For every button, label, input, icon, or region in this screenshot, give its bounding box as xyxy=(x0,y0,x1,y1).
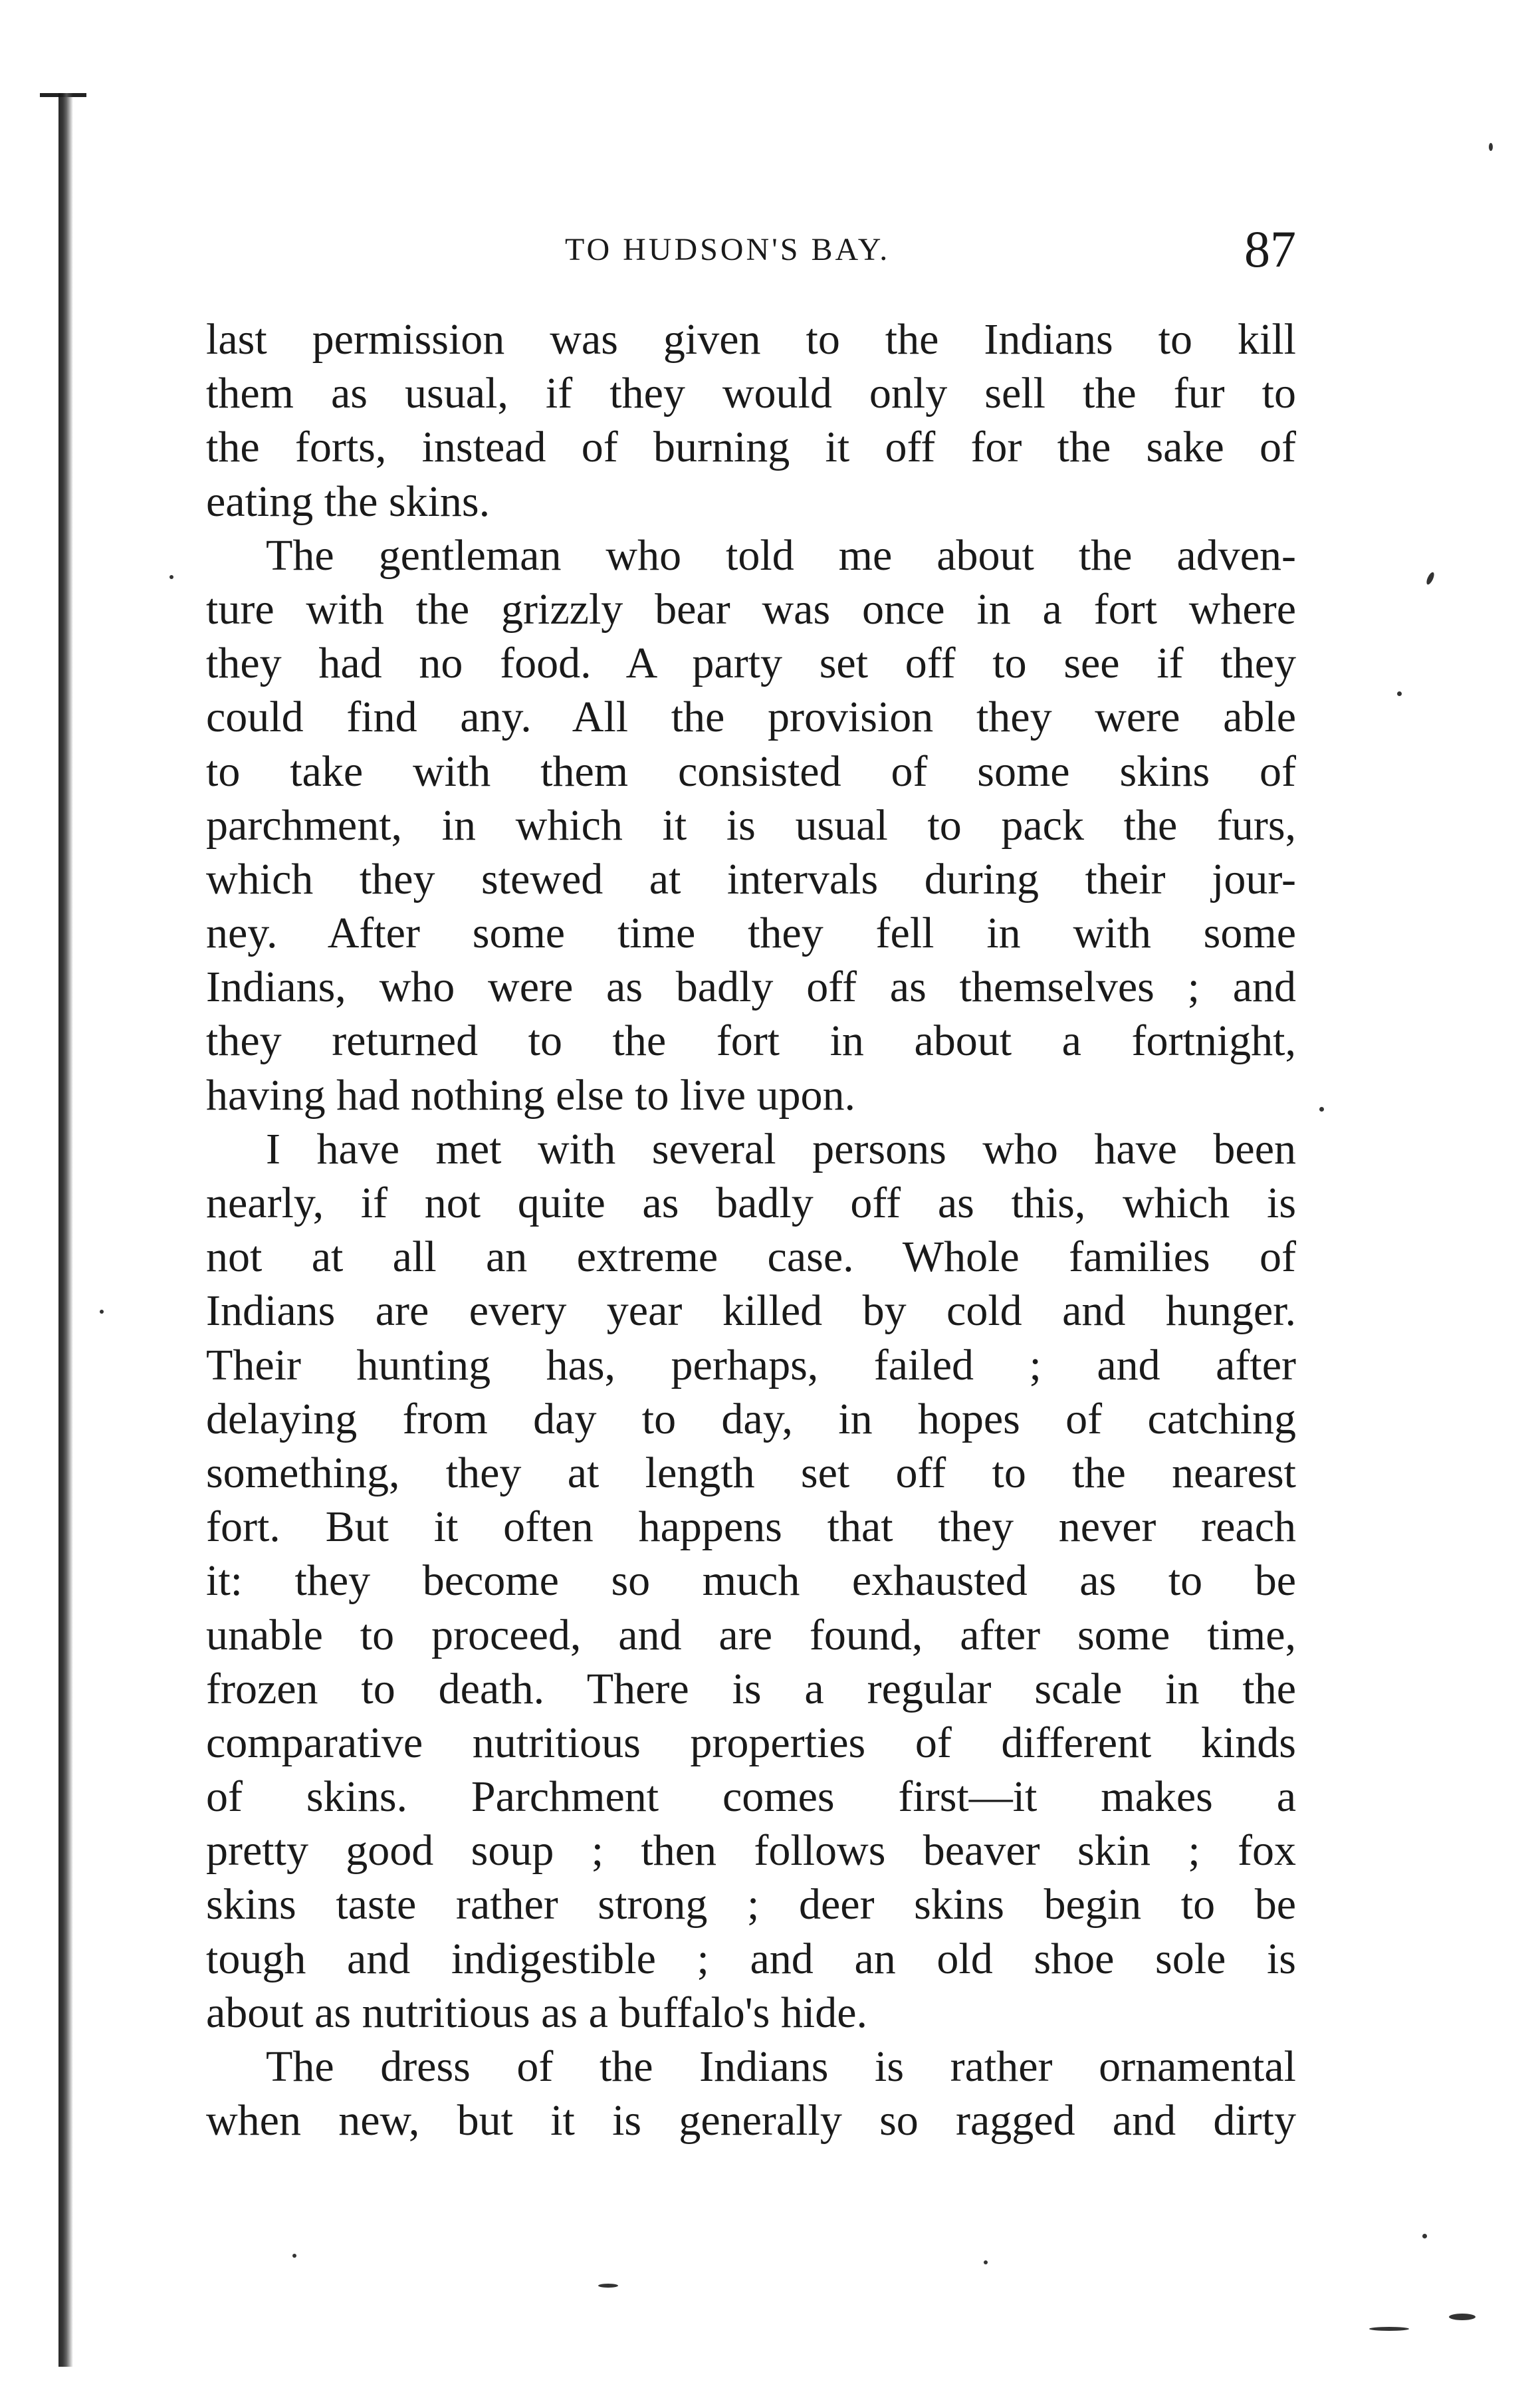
text-line: Indians are every year killed by cold and hunger. xyxy=(206,1286,1296,1336)
text-line: they had no food. A party set off to see if they xyxy=(206,639,1296,688)
text-line: fort. But it often happens that they never reach xyxy=(206,1502,1296,1552)
text-line: the forts, instead of burning it off for the sake of xyxy=(206,423,1296,472)
text-line: it: they become so much exhausted as to be xyxy=(206,1556,1296,1606)
page-header xyxy=(206,219,1296,286)
text-line: parchment, in which it is usual to pack the furs, xyxy=(206,800,1296,850)
text-line: The gentleman who told me about the adven- xyxy=(266,531,1296,580)
text-line: Their hunting has, perhaps, failed ; and after xyxy=(206,1340,1296,1389)
text-line: having had nothing else to live upon. xyxy=(206,1070,856,1120)
text-line: of skins. Parchment comes first—it makes a xyxy=(206,1772,1296,1822)
text-line: eating the skins. xyxy=(206,477,491,526)
running-head: TO HUDSON'S BAY. xyxy=(565,232,891,267)
scan-speck xyxy=(598,2284,618,2288)
binding-edge-shadow xyxy=(58,93,73,2367)
text-line: to take with them consisted of some skins of xyxy=(206,747,1296,796)
text-line: ney. After some time they fell in with some xyxy=(206,909,1296,958)
scan-speck xyxy=(169,575,173,579)
text-line: nearly, if not quite as badly off as this, which is xyxy=(206,1179,1296,1227)
text-line: comparative nutritious properties of different kinds xyxy=(206,1718,1296,1767)
text-line: something, they at length set off to the nearest xyxy=(206,1448,1296,1497)
text-line: about as nutritious as a buffalo's hide. xyxy=(206,1988,867,2037)
text-line: when new, but it is generally so ragged and dirty xyxy=(206,2096,1296,2145)
scan-speck xyxy=(1319,1107,1324,1112)
scan-speck xyxy=(100,1310,104,1314)
text-line: them as usual, if they would only sell the fur to xyxy=(206,369,1296,418)
text-line: Indians, who were as badly off as themselves ; and xyxy=(206,963,1296,1012)
text-line: I have met with several persons who have been xyxy=(266,1124,1296,1173)
text-line: skins taste rather strong ; deer skins begin to be xyxy=(206,1880,1296,1929)
text-line: last permission was given to the Indians to kill xyxy=(206,315,1296,364)
text-line: could find any. All the provision they were able xyxy=(206,693,1296,742)
text-line: ture with the grizzly bear was once in a fort where xyxy=(206,584,1296,634)
scan-speck xyxy=(1397,691,1402,696)
text-line: pretty good soup ; then follows beaver skin ; fox xyxy=(206,1826,1296,1875)
scan-speck xyxy=(984,2260,988,2264)
text-line: not at all an extreme case. Whole families of xyxy=(206,1233,1296,1282)
scan-speck xyxy=(1489,143,1493,151)
scan-speck xyxy=(292,2254,296,2258)
text-line: tough and indigestible ; and an old shoe sole is xyxy=(206,1934,1296,1983)
scan-speck xyxy=(1369,2327,1409,2331)
text-line: The dress of the Indians is rather ornamental xyxy=(266,2042,1296,2091)
page-number: 87 xyxy=(1244,220,1296,278)
body-text xyxy=(206,312,1296,2147)
text-line: delaying from day to day, in hopes of catching xyxy=(206,1394,1296,1443)
scan-speck xyxy=(1422,2234,1427,2238)
text-line: frozen to death. There is a regular scale in the xyxy=(206,1664,1296,1713)
text-line: which they stewed at intervals during their jour- xyxy=(206,854,1296,903)
text-line: unable to proceed, and are found, after some time, xyxy=(206,1610,1296,1659)
text-line: they returned to the fort in about a fortnight, xyxy=(206,1017,1296,1066)
scan-speck xyxy=(1425,571,1436,586)
scan-speck xyxy=(1449,2314,1476,2320)
